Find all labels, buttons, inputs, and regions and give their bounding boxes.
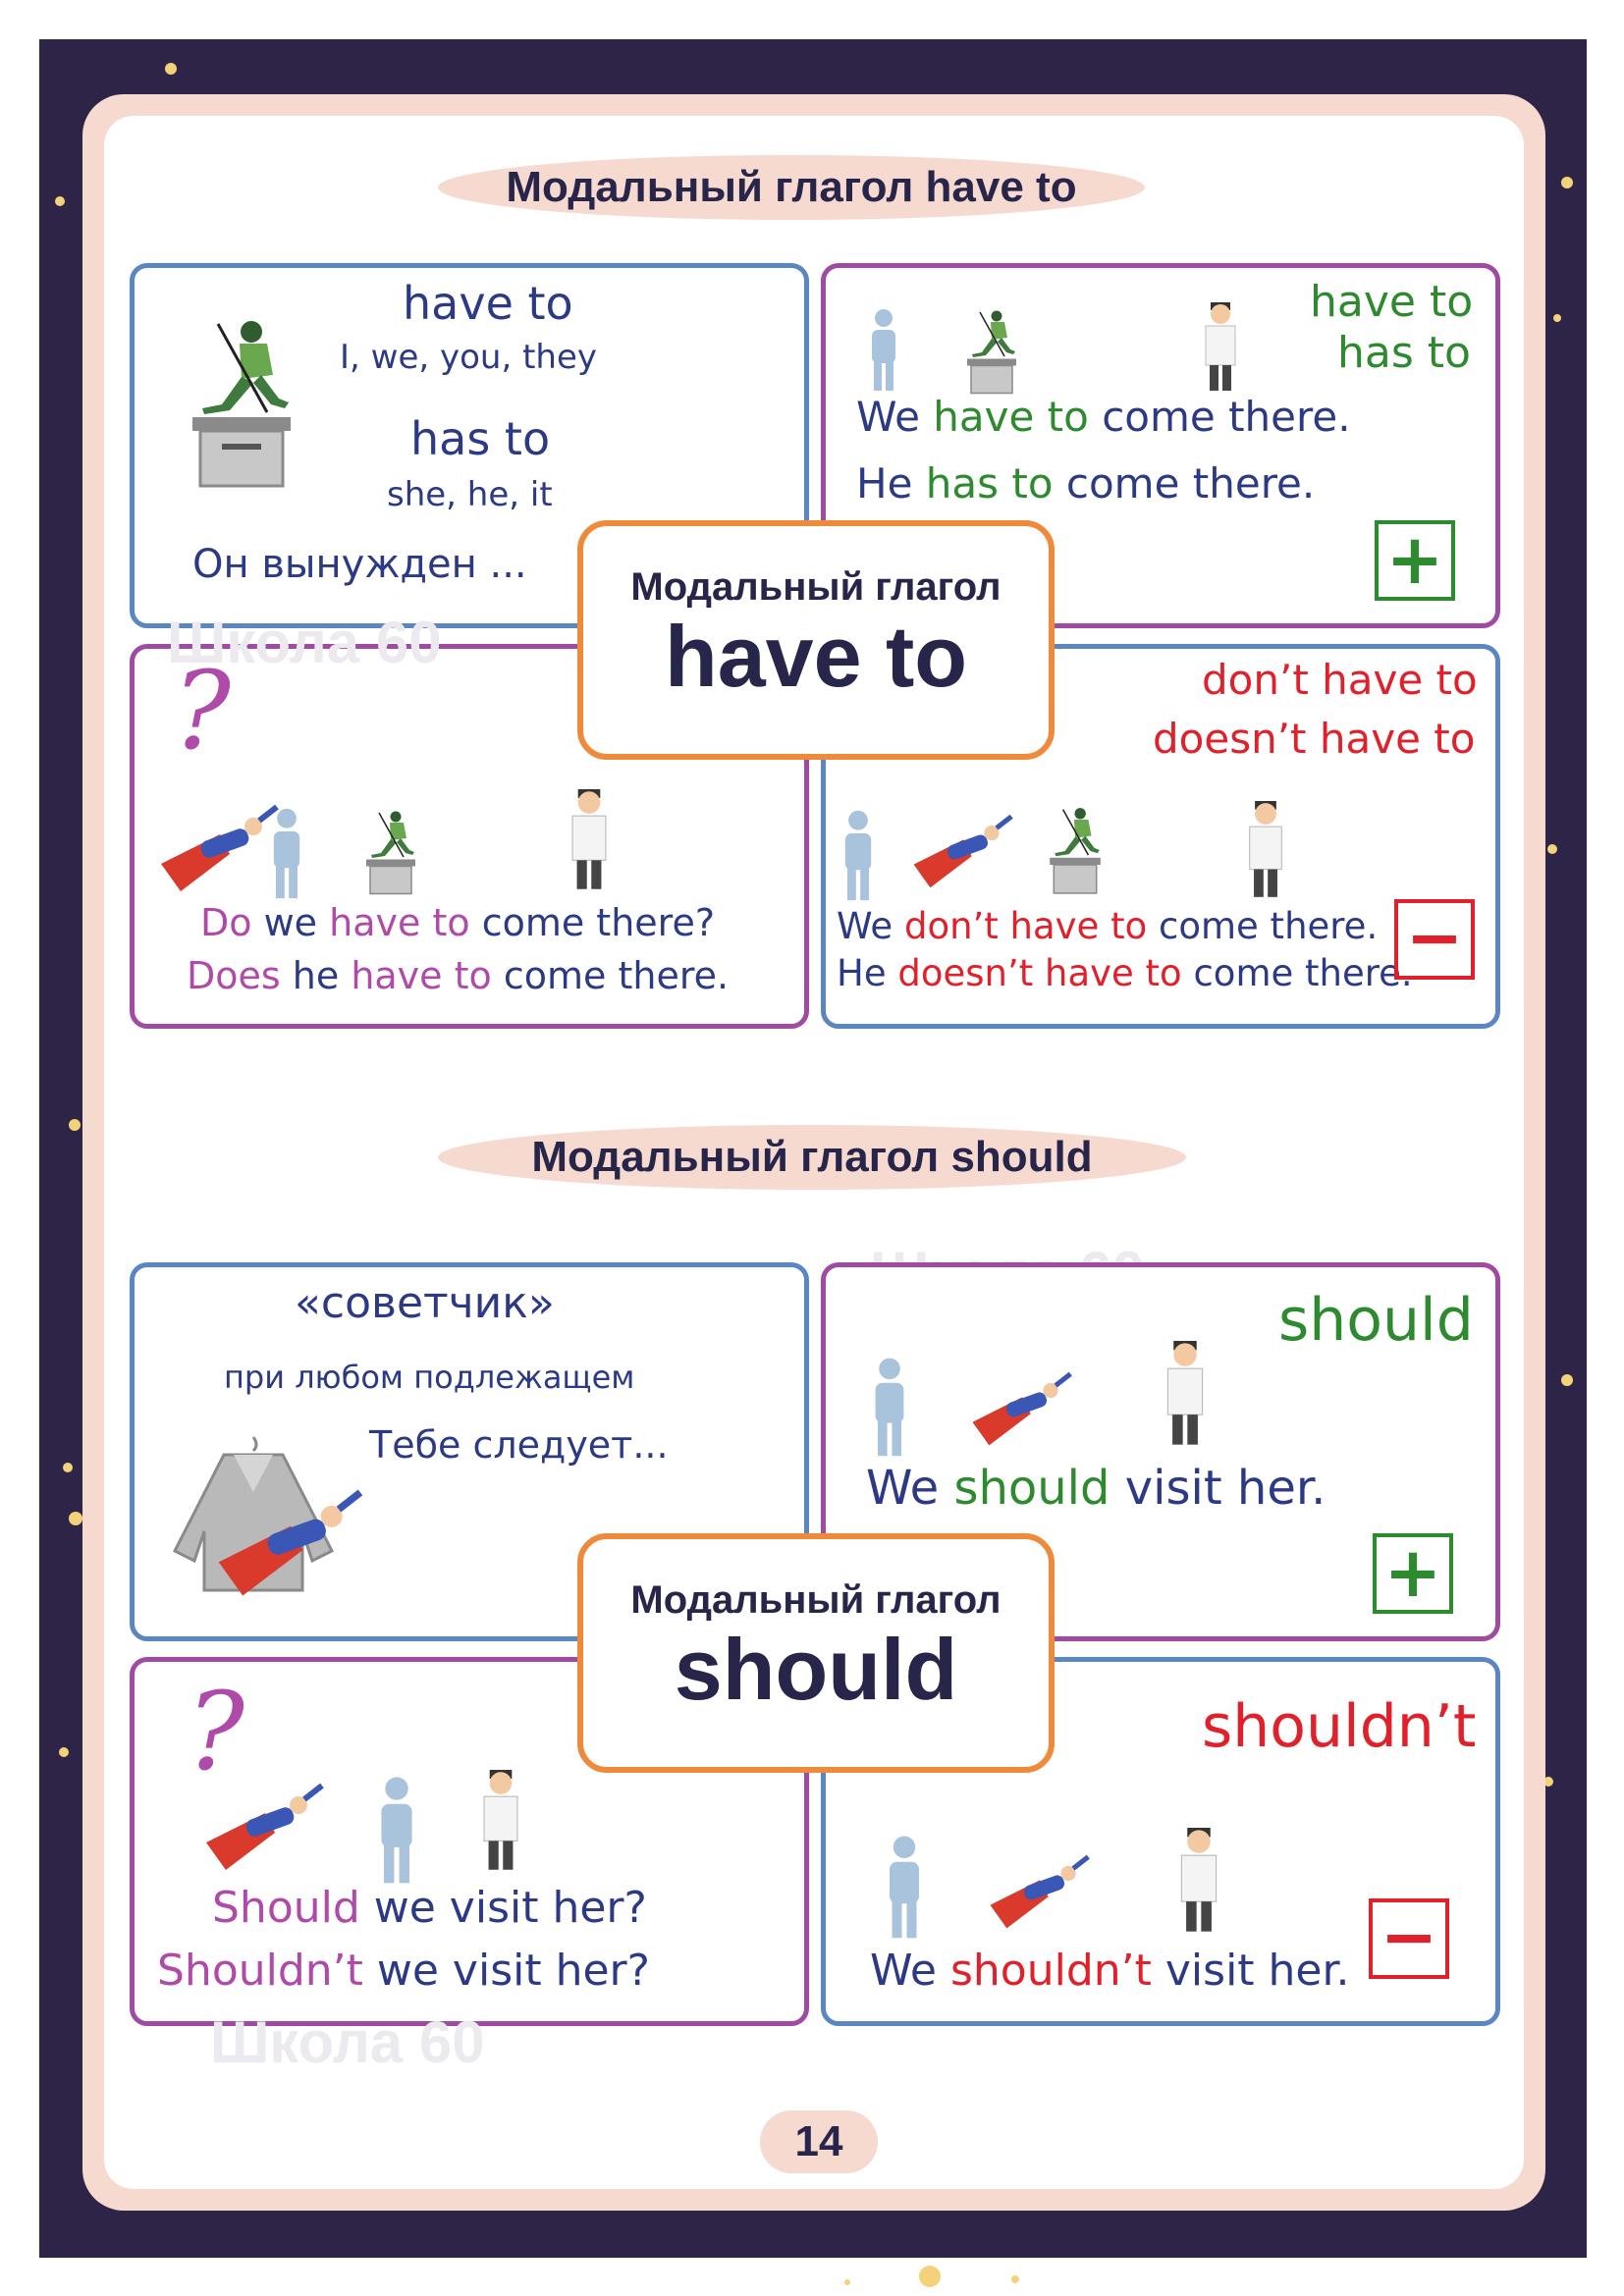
affirmative-example-should: We should visit her. [866,1461,1326,1516]
center-subtitle: Модальный глагол [630,1578,1001,1622]
negative-example-2: He doesn’t have to come there. [837,952,1413,994]
question-mark-icon: ? [173,648,231,774]
star-dot [69,1119,81,1131]
negative-form-should: shouldn’t [1202,1692,1477,1761]
superhero-icon [964,1361,1072,1459]
usage-subjects-has-to: she, he, it [387,475,553,514]
star-dot [844,2279,850,2285]
doctor-icon [1198,300,1243,395]
star-dot [55,196,65,206]
hockey-player-icon [962,304,1021,399]
star-dot [1547,844,1557,854]
person-icon [880,1834,929,1942]
question-mark-icon: ? [187,1669,244,1794]
plus-sign-icon: + [1375,520,1455,601]
plus-sign-icon: + [1373,1533,1453,1614]
person-icon [265,807,308,901]
question-example-1-should: Should we visit her? [212,1883,647,1933]
usage-note: при любом подлежащем [224,1359,635,1396]
doctor-icon [1159,1337,1212,1451]
star-dot [69,1512,82,1525]
usage-form-has-to: has to [410,412,551,465]
center-card-have-to [577,520,1055,760]
star-dot [1553,314,1561,322]
hockey-player-icon [183,314,300,491]
superhero-icon [206,1490,363,1598]
person-icon [866,1355,913,1461]
superhero-icon [982,1842,1090,1944]
doctor-icon [1241,795,1290,905]
star-dot [1561,177,1573,188]
usage-quote: «советчик» [295,1278,555,1328]
affirmative-form-has-to: has to [1337,328,1471,378]
usage-form-have-to: have to [403,277,573,330]
star-dot [59,1747,69,1757]
usage-translation: Он вынужден ... [192,542,527,587]
negative-form-dont-have-to: don’t have to [1202,656,1478,704]
affirmative-example-2: He has to come there. [856,459,1316,507]
minus-sign-icon: − [1394,899,1475,980]
usage-translation: Тебе следует... [369,1423,669,1467]
watermark: Школа 60 [167,610,442,675]
doctor-icon [1172,1822,1225,1940]
question-example-1: Do we have to come there? [200,901,716,944]
star-dot [919,2266,941,2287]
usage-subjects-have-to: I, we, you, they [340,338,597,377]
affirmative-form-should: should [1278,1286,1474,1355]
center-title: should [674,1621,958,1718]
star-dot [63,1463,73,1472]
watermark: Школа 60 [210,2009,485,2075]
section-title-have-to: Модальный глагол have to [438,155,1145,220]
question-example-2-should: Shouldn’t we visit her? [157,1946,650,1996]
negative-example-should: We shouldn’t visit her. [870,1946,1350,1996]
star-dot [1011,2275,1019,2283]
negative-example-1: We don’t have to come there. [837,905,1379,947]
page-number: 14 [760,2110,878,2173]
doctor-icon [564,783,615,897]
affirmative-form-have-to: have to [1310,277,1474,327]
negative-form-doesnt-have-to: doesn’t have to [1153,715,1476,763]
superhero-icon [905,815,1013,889]
section-title-should: Модальный глагол should [438,1125,1186,1190]
center-card-should [577,1533,1055,1773]
person-icon [837,809,880,903]
superhero-icon [196,1779,324,1877]
person-icon [864,308,903,393]
person-icon [371,1773,422,1889]
center-title: have to [664,608,968,705]
affirmative-example-1: We have to come there. [856,393,1351,441]
minus-sign-icon: − [1369,1898,1449,1979]
star-dot [165,63,177,75]
superhero-icon [151,805,279,893]
center-subtitle: Модальный глагол [630,565,1001,609]
star-dot [1561,1374,1573,1386]
doctor-icon [475,1763,526,1879]
hockey-player-icon [361,803,420,901]
hockey-player-icon [1045,799,1106,901]
question-example-2: Does he have to come there. [187,954,730,997]
